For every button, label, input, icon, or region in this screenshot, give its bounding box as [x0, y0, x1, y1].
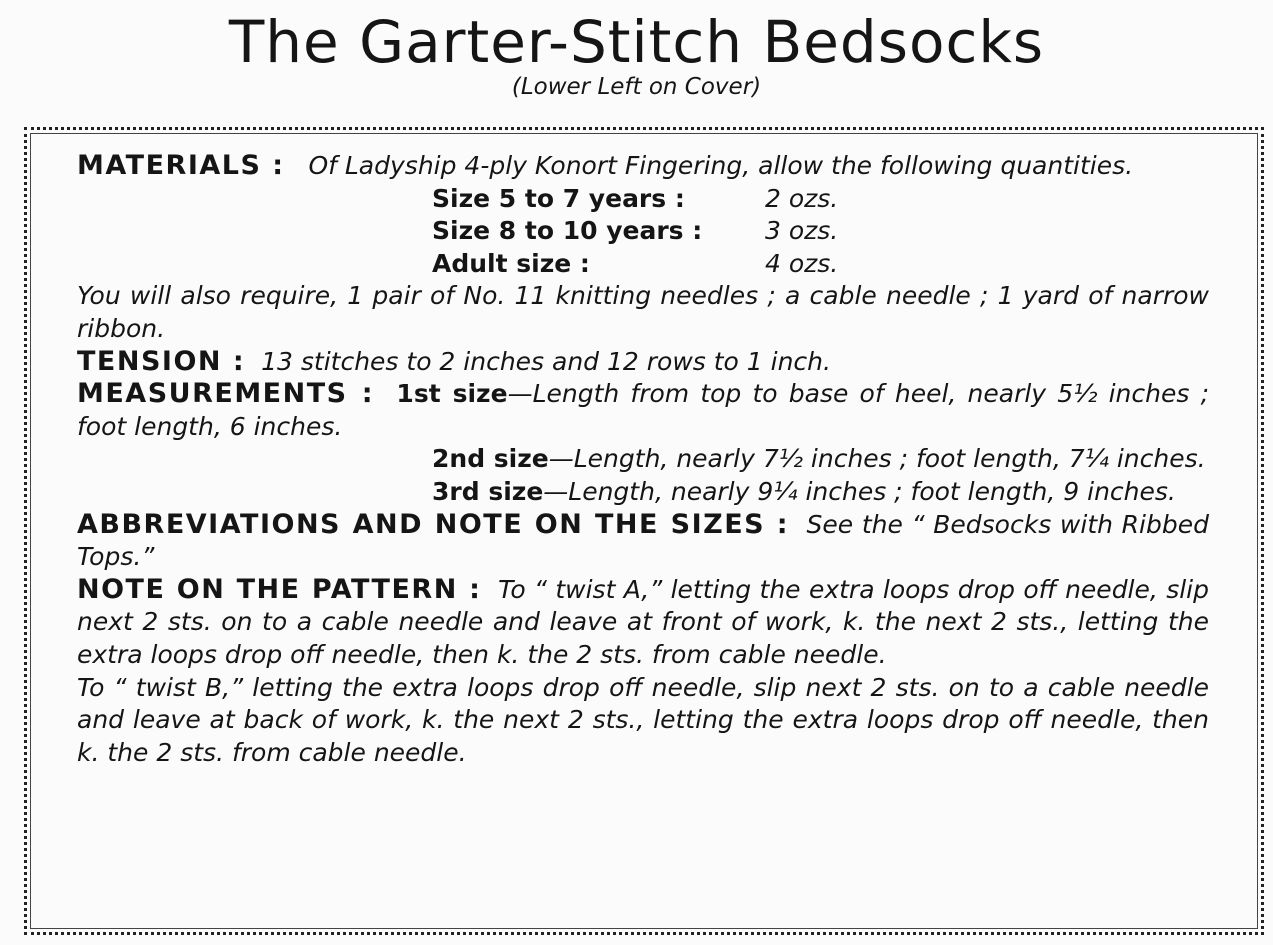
tension-heading: TENSION : [77, 345, 246, 377]
size2-text: —Length, nearly 7½ inches ; foot length, 7¼ inches. [548, 444, 1206, 474]
materials-text: Of Ladyship 4-ply Konort Fingering, allow the following quantities. [308, 151, 1134, 180]
materials-heading: MATERIALS : [77, 150, 285, 181]
subtitle: (Lower Left on Cover) [511, 74, 762, 100]
size1-text: —Length from top to base of heel, nearly 5½ inches ; foot length, 6 inches. [77, 379, 1210, 441]
size2-label: 2nd size [432, 444, 549, 474]
abbreviations-heading: ABBREVIATIONS AND NOTE ON THE SIZES : [77, 508, 790, 540]
size3-paragraph [77, 476, 1209, 509]
materials-paragraph [77, 150, 1209, 183]
abbreviations-text: See the “ Bedsocks with Ribbed Tops.” [77, 509, 1209, 572]
tension-text: 13 stitches to 2 inches and 12 rows to 1 inch. [261, 346, 831, 376]
size-row [77, 248, 1209, 281]
size-quantity: 2 ozs. [765, 183, 839, 213]
size-label: Size 8 to 10 years : [432, 216, 703, 246]
size3-label: 3rd size [432, 476, 544, 506]
tension-paragraph [77, 346, 1209, 379]
measurements-heading: MEASUREMENTS : [77, 378, 375, 410]
size2-paragraph [77, 443, 1209, 476]
size-row [77, 183, 1209, 216]
also-require-text: You will also require, 1 pair of No. 11 knitting needles ; a cable needle ; 1 yard of narrow ribbon. [77, 281, 1209, 343]
size1-label: 1st size [396, 379, 508, 409]
size-row [77, 215, 1209, 248]
twist-a-text: To “ twist A,” letting the extra loops drop off needle, slip next 2 sts. on to a cable needle and leave at front of work, k. the next 2 sts., letting the extra loops drop off needle, then k. the 2 sts. from cable needle. [77, 574, 1209, 669]
size-label: Adult size : [432, 248, 590, 278]
size3-text: —Length, nearly 9¼ inches ; foot length, 9 inches. [543, 476, 1176, 506]
twist-b-text: To “ twist B,” letting the extra loops drop off needle, slip next 2 sts. on to a cable needle and leave at back of work, k. the next 2 sts., letting the extra loops drop off needle, then k. the 2 sts. from cable needle. [77, 672, 1209, 767]
pattern-content [77, 150, 1209, 769]
pattern-note-paragraph [77, 574, 1209, 672]
page-title: The Garter-Stitch Bedsocks [228, 8, 1045, 76]
measurements-paragraph [77, 378, 1209, 443]
pattern-note-heading: NOTE ON THE PATTERN : [77, 573, 482, 605]
size-quantity: 4 ozs. [765, 248, 839, 278]
size-label: Size 5 to 7 years : [432, 183, 685, 213]
size-quantity: 3 ozs. [765, 216, 839, 246]
abbreviations-paragraph [77, 509, 1209, 574]
